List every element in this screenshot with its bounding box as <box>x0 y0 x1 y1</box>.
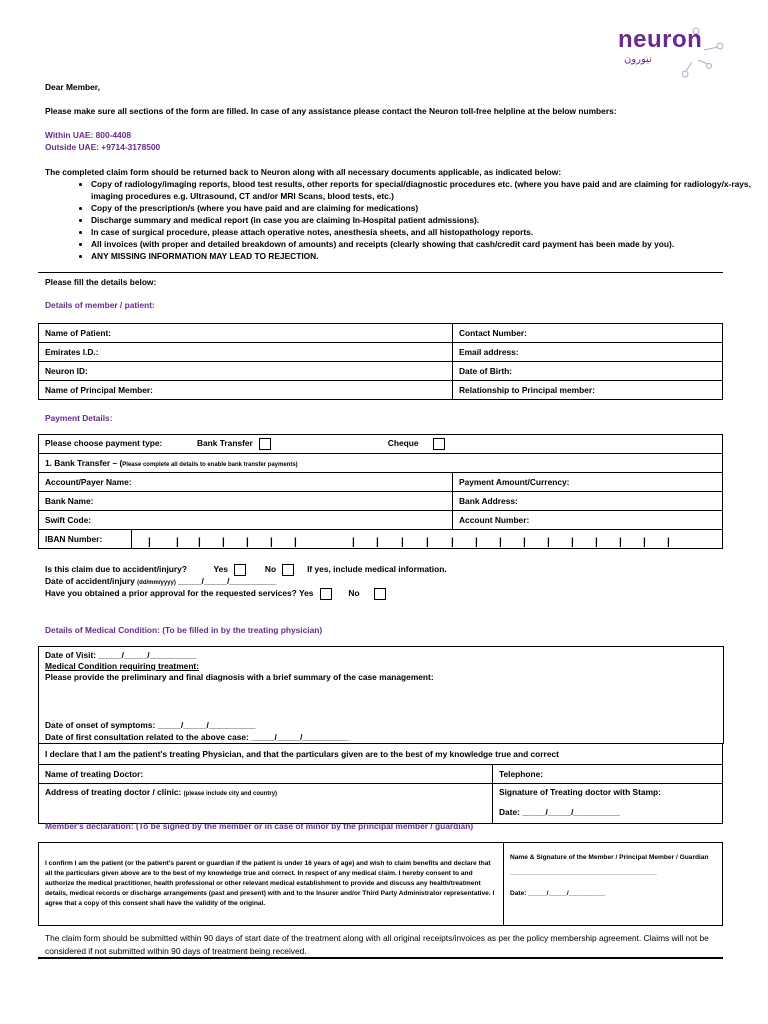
payment-table <box>38 434 723 549</box>
account-payer-field[interactable]: Account/Payer Name: <box>39 473 453 492</box>
onset-date-field[interactable]: Date of onset of symptoms: _____/_____/__________ <box>45 720 256 730</box>
logo-word: neuron <box>618 26 703 53</box>
approval-row <box>45 587 390 600</box>
table-row <box>39 454 723 473</box>
payment-section-title: Payment Details: <box>45 413 113 423</box>
iban-separator: | <box>148 537 151 548</box>
swift-code-field[interactable]: Swift Code: <box>39 511 453 530</box>
date-of-visit-field[interactable]: Date of Visit: _____/_____/__________ <box>45 650 197 660</box>
iban-separator: | <box>547 537 550 548</box>
accident-no-checkbox[interactable] <box>282 564 294 576</box>
return-note: The completed claim form should be returned back to Neuron along with all necessary documents applicable, as indicated below: <box>45 167 562 177</box>
iban-separator: | <box>451 537 454 548</box>
footer-note: The claim form should be submitted within 90 days of start date of the treatment along with all original receipts/invoices as per the policy membership agreement. Claims will not be considered if not submitted within 90 days of treatment being received. <box>45 933 709 956</box>
list-item: • Copy of the prescription/s (where you have paid and are claiming for medications) <box>91 202 761 214</box>
outside-uae-number: Outside UAE: +9714-3178500 <box>45 142 161 152</box>
bank-transfer-label: Bank Transfer <box>196 438 253 449</box>
approval-no-label: No <box>348 588 360 598</box>
accident-no-label: No <box>264 564 277 574</box>
date-of-birth-field[interactable]: Date of Birth: <box>453 362 723 381</box>
table-row <box>39 324 723 343</box>
table-row <box>39 511 723 530</box>
signature-label: Signature of Treating doctor with Stamp: <box>499 787 661 797</box>
table-row <box>39 473 723 492</box>
account-number-field[interactable]: Account Number: <box>453 511 723 530</box>
table-row <box>39 435 723 454</box>
doctor-table <box>38 743 723 824</box>
instruction: Please make sure all sections of the form are filled. In case of any assistance please contact the Neuron toll-free helpline at the below numbers: <box>45 106 617 116</box>
doctor-address-field[interactable] <box>39 784 493 824</box>
list-item: • Discharge summary and medical report (in case you are claiming In-Hospital patient admissions). <box>91 214 761 226</box>
table-row <box>39 744 723 765</box>
member-table <box>38 323 723 400</box>
accident-date-label: Date of accident/injury <box>45 576 135 586</box>
email-field[interactable]: Email address: <box>453 343 723 362</box>
doctor-date-field[interactable]: Date: _____/_____/__________ <box>499 807 621 817</box>
member-section-title: Details of member / patient: <box>45 300 155 310</box>
iban-separator: | <box>352 537 355 548</box>
iban-separator: | <box>270 537 273 548</box>
iban-separator: | <box>523 537 526 548</box>
fill-details-label: Please fill the details below: <box>45 277 157 287</box>
member-sign-label: Name & Signature of the Member / Principal Member / Guardian <box>510 854 709 861</box>
doctor-name-field[interactable]: Name of treating Doctor: <box>39 765 493 784</box>
iban-separator: | <box>595 537 598 548</box>
neuron-logo <box>612 22 732 72</box>
emirates-id-field[interactable]: Emirates I.D.: <box>39 343 453 362</box>
iban-separator: | <box>198 537 201 548</box>
contact-number-field[interactable]: Contact Number: <box>453 324 723 343</box>
document-list <box>45 178 761 262</box>
approval-yes-checkbox[interactable] <box>320 588 332 600</box>
payment-amount-field[interactable]: Payment Amount/Currency: <box>453 473 723 492</box>
accident-yes-label: Yes <box>213 564 228 574</box>
accident-question: Is this claim due to accident/injury? <box>45 564 187 574</box>
telephone-field[interactable]: Telephone: <box>493 765 723 784</box>
iban-separator: | <box>643 537 646 548</box>
list-item: • ANY MISSING INFORMATION MAY LEAD TO REJECTION. <box>91 250 761 262</box>
member-date-field[interactable]: Date: _____/_____/__________ <box>510 890 606 897</box>
bank-transfer-heading: 1. Bank Transfer – ( <box>45 458 123 468</box>
cheque-checkbox[interactable] <box>433 438 445 450</box>
bank-transfer-note: Please complete all details to enable bank transfer payments) <box>122 462 298 468</box>
iban-separator: | <box>294 537 297 548</box>
address-note: (please include city and country) <box>183 791 278 797</box>
table-row <box>39 843 723 926</box>
iban-label: IBAN Number: <box>45 534 103 544</box>
iban-separator: | <box>222 537 225 548</box>
signature-line[interactable]: ________________________________________ <box>510 868 657 875</box>
accident-note: If yes, include medical information. <box>307 564 447 574</box>
first-consult-field[interactable]: Date of first consultation related to the above case: _____/_____/__________ <box>45 732 349 742</box>
list-item: • In case of surgical procedure, please attach operative notes, anesthesia sheets, and all histopathology reports. <box>91 226 761 238</box>
table-row <box>39 492 723 511</box>
approval-yes-label: Yes <box>298 588 314 598</box>
condition-label: Medical Condition requiring treatment: <box>45 661 200 671</box>
iban-separator: | <box>475 537 478 548</box>
bank-address-field[interactable]: Bank Address: <box>453 492 723 511</box>
declaration-text: I confirm I am the patient (or the patient's parent or guardian if the patient is under 16 years of age) and wish to claim benefits and declare that all the particulars given above are to the best of my knowledge true and correct. In respect of any medical claim. I hereby consent to and authorize the medical practitioner, health professional or other relevant medical establishment to provide and discuss any health/treatment details, medical records or discharge arrangements (past and present) with and to the Insurer and/or Third Party Administrator representative. I agree that a copy of this consent shall have the validity of the original. <box>39 843 504 926</box>
accident-question-row <box>45 563 447 576</box>
declaration-title: Member's declaration: (To be signed by the member or in case of minor by the principal member / guardian) <box>45 821 474 831</box>
principal-member-field[interactable]: Name of Principal Member: <box>39 381 453 400</box>
list-item: • Copy of radiology/imaging reports, blood test results, other reports for special/diagnostic procedures etc. (where you have paid and are claiming for radiology/x-rays, imaging procedures e.g. Ultrasound, CT and/or MRI Scans, blood tests, etc.) <box>91 178 761 202</box>
bank-transfer-checkbox[interactable] <box>259 438 271 450</box>
iban-separator: | <box>667 537 670 548</box>
iban-separator: | <box>619 537 622 548</box>
iban-separator: | <box>376 537 379 548</box>
iban-separator: | <box>426 537 429 548</box>
table-row <box>39 381 723 400</box>
medical-section-title: Details of Medical Condition: (To be filled in by the treating physician) <box>45 625 323 635</box>
iban-separator: | <box>499 537 502 548</box>
greeting: Dear Member, <box>45 82 100 92</box>
iban-divider <box>131 530 132 549</box>
iban-separator: | <box>246 537 249 548</box>
iban-separator: | <box>401 537 404 548</box>
member-signature-field[interactable] <box>504 843 723 926</box>
diagnosis-prompt[interactable]: Please provide the preliminary and final diagnosis with a brief summary of the case management: <box>45 672 434 682</box>
approval-no-checkbox[interactable] <box>374 588 386 600</box>
accident-date-input[interactable]: _____/_____/__________ <box>178 576 276 586</box>
bank-name-field[interactable]: Bank Name: <box>39 492 453 511</box>
accident-yes-checkbox[interactable] <box>234 564 246 576</box>
approval-question: Have you obtained a prior approval for the requested services? <box>45 588 297 598</box>
relationship-field[interactable]: Relationship to Principal member: <box>453 381 723 400</box>
payment-type-label: Please choose payment type: <box>45 438 163 449</box>
address-label: Address of treating doctor / clinic: <box>45 787 182 797</box>
iban-separator: | <box>176 537 179 548</box>
logo-arabic: نيورون <box>624 54 652 65</box>
doctor-signature-field[interactable] <box>493 784 723 824</box>
iban-separator: | <box>571 537 574 548</box>
cheque-label: Cheque <box>387 438 419 449</box>
footer-divider <box>38 957 723 959</box>
divider <box>38 272 723 273</box>
table-row <box>39 765 723 784</box>
name-of-patient-field[interactable]: Name of Patient: <box>39 324 453 343</box>
physician-declaration: I declare that I am the patient's treating Physician, and that the particulars given are to the best of my knowledge true and correct <box>39 744 723 765</box>
table-row <box>39 343 723 362</box>
declaration-table <box>38 842 723 926</box>
within-uae-number: Within UAE: 800-4408 <box>45 130 132 140</box>
accident-date-format: (dd/mm/yyyy) <box>137 580 176 586</box>
list-item: • All invoices (with proper and detailed breakdown of amounts) and receipts (clearly showing that cash/credit card payment has been made by you). <box>91 238 761 250</box>
neuron-id-field[interactable]: Neuron ID: <box>39 362 453 381</box>
table-row <box>39 362 723 381</box>
table-row <box>39 784 723 824</box>
